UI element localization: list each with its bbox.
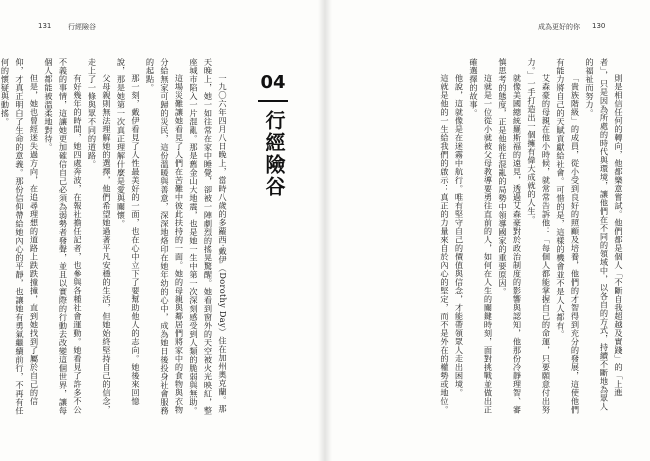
book-gutter [318, 0, 332, 461]
paragraph: 「貴族階級」的成員，從小受到良好的照顧及培養，他們的才智得到充分的發展，這使他們有能力將自己的天賦貢獻給社會。可惜的是，這樣的機會並不是人人都有。 [556, 58, 581, 415]
right-page-number: 130 [592, 22, 606, 30]
chapter-heading [240, 58, 310, 218]
paragraph: 這場災難讓她看見了人們在苦難中彼此扶持的一面。她的母親與鄰居們將家中的食物與衣物分給無家可歸的災民，這份溫暖與善意，深深地烙印在她年幼的心中，成為她日後投身社會服務的起點。 [145, 58, 185, 415]
chapter-number: 04 [260, 72, 286, 93]
left-page-number: 131 [38, 22, 52, 30]
chapter-divider [258, 100, 288, 102]
left-page-body [0, 58, 230, 416]
paragraph: 一九〇六年四月八日晚上，當時八歲的多蘿西·戴伊（Dorothy Day）住在加州奧克蘭。那天晚上，她一如往常在家中睡覺，卻被一陣劇烈的搖晃驚醒。她看到窗外的天空被火光映紅，整座城市陷入一片混亂。那是舊金山大地震，也是她一生中第一次深刻感受到人類的脆弱與無助。 [189, 58, 228, 415]
paragraph: 他說，這就像是在迷霧中航行。唯有堅守自己的價值與信念，才能帶領眾人走出困境。 [454, 74, 465, 398]
right-page-body [358, 58, 626, 416]
paragraph: 有好幾年的時間，她四處奔波，在報社擔任記者，也參與各種社會運動。她看見了許多不公不義的事情，這讓她更加確信自己必須為弱勢者發聲，並且以實際的行動去改變這個世界，讓每個人都能被溫柔地對待。 [44, 58, 83, 415]
paragraph: 則是相信任何的轉向，他都樂意嘗試。他們都是個人「不斷自我超越及實踐」的「上進者」，只是因為所處的時代與環境，讓他們在不同的領域中，以各自的方式，持續不斷地為眾人的福祉而努力。 [585, 58, 624, 411]
paragraph: 但是，她也曾經迷失過方向，在追尋理想的道路上跌跌撞撞，直到她找到了屬於自己的信仰，才真正明白了生命的意義。那份信仰帶給她內心的平靜，也讓她有勇氣繼續前行，不再有任何的懷疑與動搖。 [0, 58, 40, 415]
paragraph: 這就是他的一生給我們的啟示：真正的力量來自於內心的堅定，而不是外在的權勢或地位。 [440, 74, 450, 415]
paragraph: 父母親則無法理解她的選擇，他們希望她過著平凡安穩的生活，但她始終堅持自己的信念，走上了一條與眾不同的道路。 [87, 58, 112, 415]
right-running-title: 成為更好的你 [538, 23, 580, 31]
paragraph: 艾森豪的母親在他小時候，就常常告訴他：「每個人都能掌握自己的命運，只要願意付出努力。」一手打造出一個擁有偉大成就的人生。 [527, 58, 552, 415]
paragraph: 這就是一位從小就被父母教導要勇往直前的人，如何在人生的關鍵時刻，面對挑戰並做出正確選擇的故事。 [469, 58, 494, 415]
chapter-title: 行經險谷 [262, 110, 286, 198]
paragraph: 就像美國總統羅斯福的遠見，透過艾森豪對於政治制度的影響與認知，他那份冷靜理智、審慎思考的態度，正是他能在混亂的局勢中領導國家的重要原因。 [498, 58, 523, 415]
left-running-title: 行經險谷 [68, 23, 96, 31]
paragraph: 那一刻，戴伊看見了人性最美好的一面，也在心中立下了要幫助他人的志向。她後來回憶說，那是她第一次真正理解什麼是愛與關懷。 [116, 58, 141, 406]
